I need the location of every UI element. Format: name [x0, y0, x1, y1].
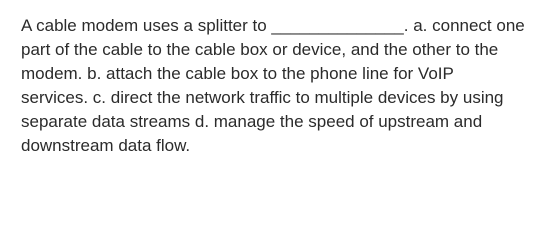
question-line: downstream data flow. [21, 136, 191, 155]
question-line: separate data streams d. manage the speed of upstream and [21, 112, 483, 131]
question-line: services. c. direct the network traffic to multiple devices by using [21, 88, 504, 107]
question-line: modem. b. attach the cable box to the phone line for VoIP [21, 64, 454, 83]
question-line: A cable modem uses a splitter to ______________. a. connect one [21, 16, 525, 35]
question-line: part of the cable to the cable box or device, and the other to the [21, 40, 499, 59]
